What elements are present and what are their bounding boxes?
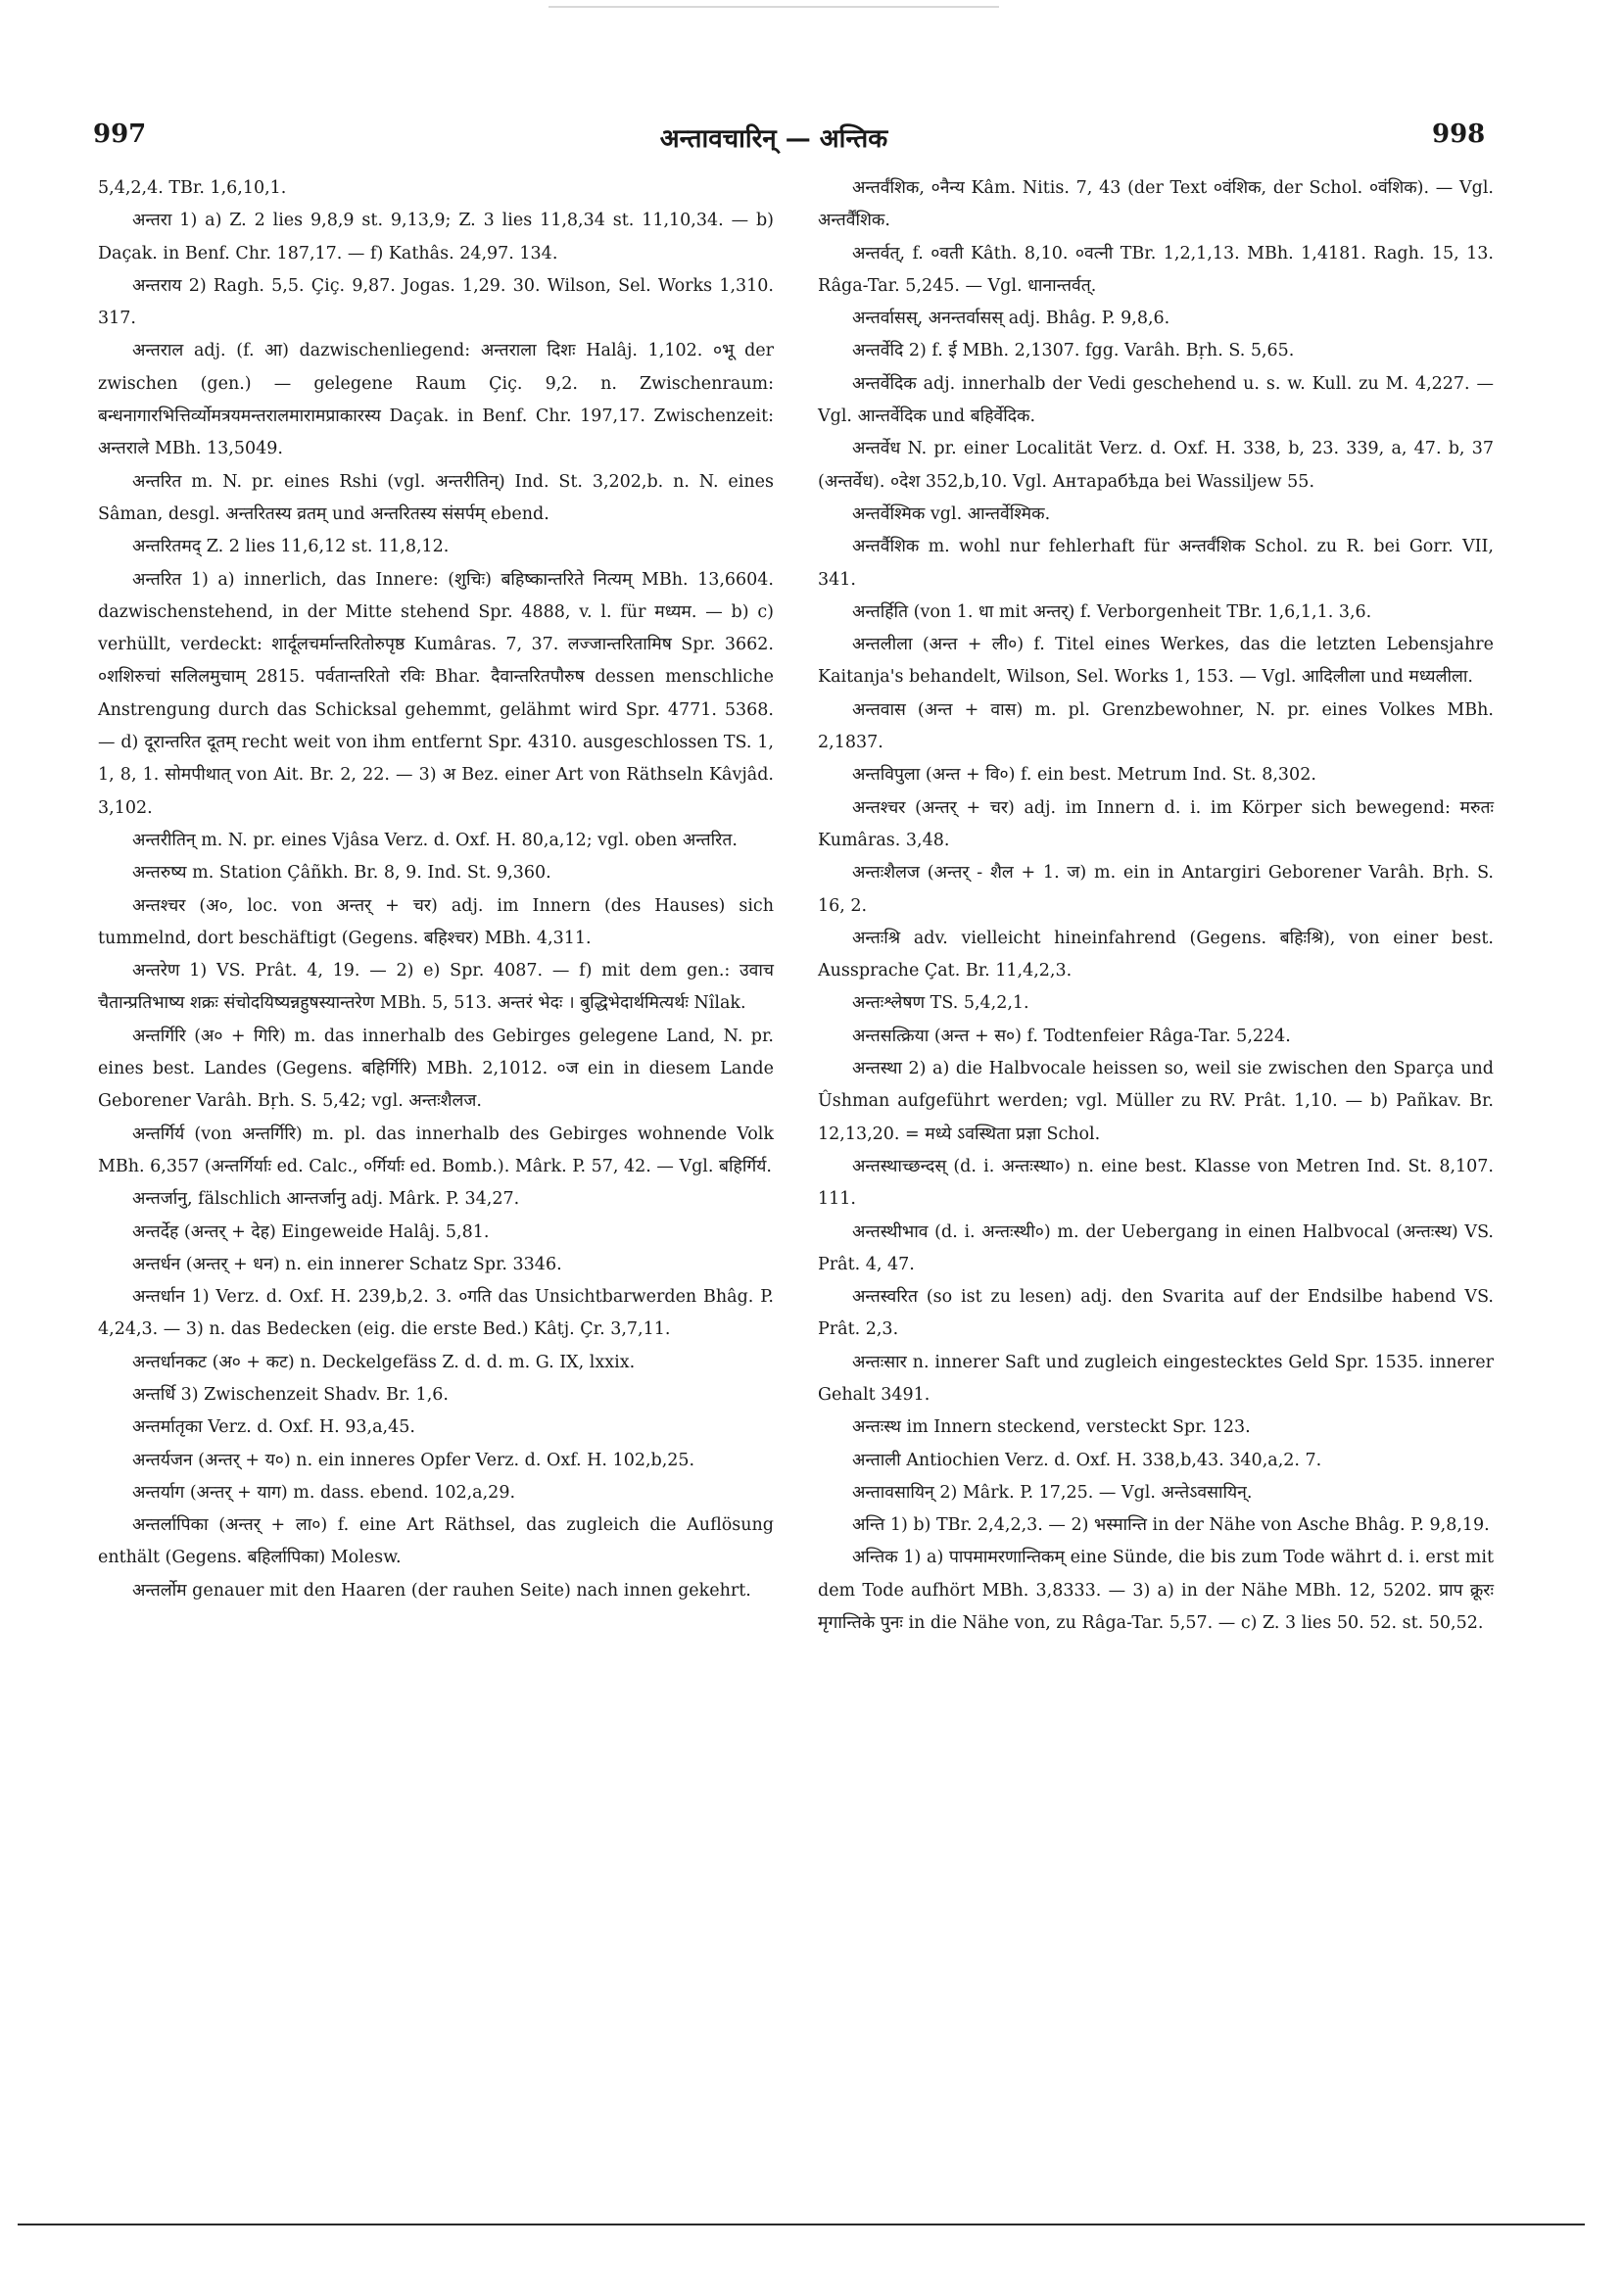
entry: 5,4,2,4. TBr. 1,6,10,1. (98, 178, 287, 198)
entry: अन्तश्चर (अ०, loc. von अन्तर् + चर) adj. im Innern (des Hauses) sich tummelnd, dort beschäftigt (Gegens. बहिश्चर) MBh. 4,311. (98, 895, 774, 948)
entry: अन्तर्वेध N. pr. einer Localität Verz. d. Oxf. H. 338, b, 23. 339, a, 47. b, 37 (अन्तर्वेध). ०देश 352,b,10. Vgl. Антарабѣда bei Wassiljew 55. (818, 439, 1494, 492)
entry: अन्तरेण 1) VS. Prât. 4, 19. — 2) e) Spr. 4087. — f) mit dem gen.: उवाच चैतान्प्रतिभाष्य शक्रः संचोदयिष्यन्नहुषस्यान्तरेण MBh. 5, 513. अन्तरं भेदः । बुद्धिभेदार्थमित्यर्थः Nîlak. (98, 961, 774, 1014)
entry: अन्तस्था 2) a) die Halbvocale heissen so, weil sie zwischen den Sparça und Ûshman aufgeführt werden; vgl. Müller zu RV. Prât. 1,10. — b) Pañkav. Br. 12,13,20. = मध्ये ऽवस्थिता प्रज्ञा Schol. (818, 1059, 1494, 1144)
entry: अन्तःसार n. innerer Saft und zugleich eingestecktes Geld Spr. 1535. innerer Gehalt 3491. (818, 1352, 1494, 1405)
entry: अन्ति 1) b) TBr. 2,4,2,3. — 2) भस्मान्ति in der Nähe von Asche Bhâg. P. 9,8,19. (852, 1515, 1490, 1536)
entry: अन्तश्चर (अन्तर् + चर) adj. im Innern d. i. im Körper sich bewegend: मरुतः Kumâras. 3,48. (818, 797, 1494, 850)
entry: अन्तरुष्य m. Station Çâñkh. Br. 8, 9. Ind. St. 9,360. (132, 863, 551, 884)
right-column (818, 172, 1494, 1640)
entry: अन्तर्वेदिक adj. innerhalb der Vedi geschehend u. s. w. Kull. zu M. 4,227. — Vgl. आन्तर्वेदिक und बहिर्वेदिक. (818, 373, 1494, 427)
entry: अन्तर्लापिका (अन्तर् + ला०) f. eine Art Räthsel, das zugleich die Auflösung enthält (Gegens. बहिर्लापिका) Molesw. (98, 1515, 774, 1568)
entry: अन्तावसायिन् 2) Mârk. P. 17,25. — Vgl. अन्तेऽवसायिन्. (852, 1482, 1253, 1503)
entry: अन्तर्याग (अन्तर् + याग) m. dass. ebend. 102,a,29. (132, 1482, 516, 1503)
entry: अन्तःश्रि adv. vielleicht hineinfahrend (Gegens. बहिःश्रि), von einer best. Aussprache Çat. Br. 11,4,2,3. (818, 928, 1494, 981)
entry: अन्तसत्क्रिया (अन्त + स०) f. Todtenfeier Râga-Tar. 5,224. (852, 1026, 1291, 1046)
entry: अन्तस्थीभाव (d. i. अन्तःस्थी०) m. der Uebergang in einen Halbvocal (अन्तःस्थ) VS. Prât. 4, 47. (818, 1221, 1494, 1274)
entry: अन्तर्धानकट (अ० + कट) n. Deckelgefäss Z. d. d. m. G. IX, lxxix. (132, 1352, 636, 1372)
entry: अन्तर्वेश्मिक vgl. आन्तर्वेश्मिक. (852, 503, 1051, 524)
entry: अन्तर्धान 1) Verz. d. Oxf. H. 239,b,2. 3. ०गति das Unsichtbarwerden Bhâg. P. 4,24,3. — 3) n. das Bedecken (eig. die erste Bed.) Kâtj. Çr. 3,7,11. (98, 1287, 774, 1340)
entry: अन्तर्मातृका Verz. d. Oxf. H. 93,a,45. (132, 1417, 415, 1438)
entry: अन्तर्वासस्, अनन्तर्वासस् adj. Bhâg. P. 9,8,6. (852, 309, 1170, 329)
entry: अन्तलीला (अन्त + ली०) f. Titel eines Werkes, das die letzten Lebensjahre Kaitanja's behandelt, Wilson, Sel. Works 1, 153. — Vgl. आदिलीला und मध्यलीला. (818, 635, 1494, 688)
entry: अन्तःश्लेषण TS. 5,4,2,1. (852, 993, 1029, 1014)
entry: अन्तरित m. N. pr. eines Rshi (vgl. अन्तरीतिन्) Ind. St. 3,202,b. n. N. eines Sâman, desgl. अन्तरितस्य व्रतम् und अन्तरितस्य संसर्पम् ebend. (98, 471, 774, 524)
entry: अन्तर्वत्, f. ०वती Kâth. 8,10. ०वत्नी TBr. 1,2,1,13. MBh. 1,4181. Ragh. 15, 13. Râga-Tar. 5,245. — Vgl. धानान्तर्वत्. (818, 243, 1494, 296)
entry: अन्तविपुला (अन्त + वि०) f. ein best. Metrum Ind. St. 8,302. (852, 765, 1316, 786)
entry: अन्तरित 1) a) innerlich, das Innere: (शुचिः) बहिष्कान्तरिते नित्यम् MBh. 13,6604. dazwischenstehend, in der Mitte stehend Spr. 4888, v. l. für मध्यम. — b) c) verhüllt, verdeckt: शार्दूलचर्मान्तरितोरुपृष्ठ Kumâras. 7, 37. लज्जान्तरितामिष Spr. 3662. ०शशिरुचां सलिलमुचाम् 2815. पर्वतान्तरितो रविः Bhar. दैवान्तरितपौरुष dessen menschliche Anstrengung durch das Schicksal gehemmt, gelähmt wird Spr. 4771. 5368. — d) दूरान्तरित दूतम् recht weit von ihm entfernt Spr. 4310. ausgeschlossen TS. 1, 1, 8, 1. सोमपीथात् von Ait. Br. 2, 22. — 3) अ Bez. einer Art von Räthseln Kâvjâd. 3,102. (98, 569, 774, 818)
entry: अन्तःस्थ im Innern steckend, versteckt Spr. 123. (852, 1417, 1251, 1438)
entry: अन्तवास (अन्त + वास) m. pl. Grenzbewohner, N. pr. eines Volkes MBh. 2,1837. (818, 699, 1494, 753)
running-header: अन्तावचारिन् — अन्तिक (659, 124, 888, 154)
entry: अन्तस्थाच्छन्दस् (d. i. अन्तःस्था०) n. eine best. Klasse von Metren Ind. St. 8,107. 111. (818, 1156, 1494, 1210)
entry: अन्तराल adj. (f. आ) dazwischenliegend: अन्तराला दिशः Halâj. 1,102. ०भू der zwischen (gen.) — gelegene Raum Çiç. 9,2. n. Zwischenraum: बन्धनागारभित्तिर्व्योमत्रयमन्तरालमारामप्राकारस्य Daçak. in Benf. Chr. 197,17. Zwischenzeit: अन्तराले MBh. 13,5049. (98, 341, 774, 459)
page-number-left: 997 (93, 120, 147, 149)
entry: अन्तर्यजन (अन्तर् + य०) n. ein inneres Opfer Verz. d. Oxf. H. 102,b,25. (132, 1450, 695, 1470)
entry: अन्तस्वरित (so ist zu lesen) adj. den Svarita auf der Endsilbe habend VS. Prât. 2,3. (818, 1287, 1494, 1340)
entry: अन्तर्देह (अन्तर् + देह) Eingeweide Halâj. 5,81. (132, 1221, 490, 1242)
page-number-right: 998 (1432, 120, 1486, 149)
entry: अन्तर्गिर्य (von अन्तर्गिरि) m. pl. das innerhalb des Gebirges wohnende Volk MBh. 6,357 (अन्तर्गिर्याः ed. Calc., ०र्गिर्याः ed. Bomb.). Mârk. P. 57, 42. — Vgl. बहिर्गिर्य. (98, 1124, 774, 1176)
entry: अन्तःशैलज (अन्तर् - शैल + 1. ज) m. ein in Antargiri Geborener Varâh. Bṛh. S. 16, 2. (818, 863, 1494, 916)
entry: अन्तर्लोम genauer mit den Haaren (der rauhen Seite) nach innen gekehrt. (132, 1580, 751, 1601)
entry: अन्तराय 2) Ragh. 5,5. Çiç. 9,87. Jogas. 1,29. 30. Wilson, Sel. Works 1,310. 317. (98, 275, 774, 329)
top-rule (549, 6, 999, 8)
bottom-rule (18, 2224, 1585, 2225)
entry: अन्तरा 1) a) Z. 2 lies 9,8,9 st. 9,13,9; Z. 3 lies 11,8,34 st. 11,10,34. — b) Daçak. in Benf. Chr. 187,17. — f) Kathâs. 24,97. 134. (98, 211, 774, 263)
entry: अन्तर्वैशिक m. wohl nur fehlerhaft für अन्तर्वंशिक Schol. zu R. bei Gorr. VII, 341. (818, 537, 1494, 590)
entry: अन्तर्वंशिक, ०नैन्य Kâm. Nitis. 7, 43 (der Text ०वंशिक, der Schol. ०वंशिक). — Vgl. अन्तर्वैंशिक. (818, 178, 1494, 231)
entry: अन्तर्धन (अन्तर् + धन) n. ein innerer Schatz Spr. 3346. (132, 1254, 562, 1274)
entry: अन्तरीतिन् m. N. pr. eines Vjâsa Verz. d. Oxf. H. 80,a,12; vgl. oben अन्तरित. (132, 830, 738, 850)
entry: अन्तर्गिरि (अ० + गिरि) m. das innerhalb des Gebirges gelegene Land, N. pr. eines best. Landes (Gegens. बहिर्गिरि) MBh. 2,1012. ०ज ein in diesem Lande Geborener Varâh. Bṛh. S. 5,42; vgl. अन्तःशैलज. (98, 1026, 774, 1112)
entry: अन्तिक 1) a) पापमामरणान्तिकम् eine Sünde, die bis zum Tode währt d. i. erst mit dem Tode aufhört MBh. 3,8333. — 3) a) in der Nähe MBh. 12, 5202. प्राप क्रूरः मृगान्तिके पुनः in die Nähe von, zu Râga-Tar. 5,57. — c) Z. 3 lies 50. 52. st. 50,52. (818, 1548, 1494, 1634)
entry: अन्ताली Antiochien Verz. d. Oxf. H. 338,b,43. 340,a,2. 7. (852, 1450, 1322, 1470)
entry: अन्तर्जानु, fälschlich आन्तर्जानु adj. Mârk. P. 34,27. (132, 1189, 520, 1210)
entry: अन्तर्हिति (von 1. धा mit अन्तर्) f. Verborgenheit TBr. 1,6,1,1. 3,6. (852, 601, 1372, 622)
left-column (98, 172, 774, 1607)
entry: अन्तरितमद् Z. 2 lies 11,6,12 st. 11,8,12. (132, 537, 450, 557)
entry: अन्तर्धि 3) Zwischenzeit Shadv. Br. 1,6. (132, 1384, 449, 1405)
entry: अन्तर्वेदि 2) f. ई MBh. 2,1307. fgg. Varâh. Bṛh. S. 5,65. (852, 341, 1295, 361)
